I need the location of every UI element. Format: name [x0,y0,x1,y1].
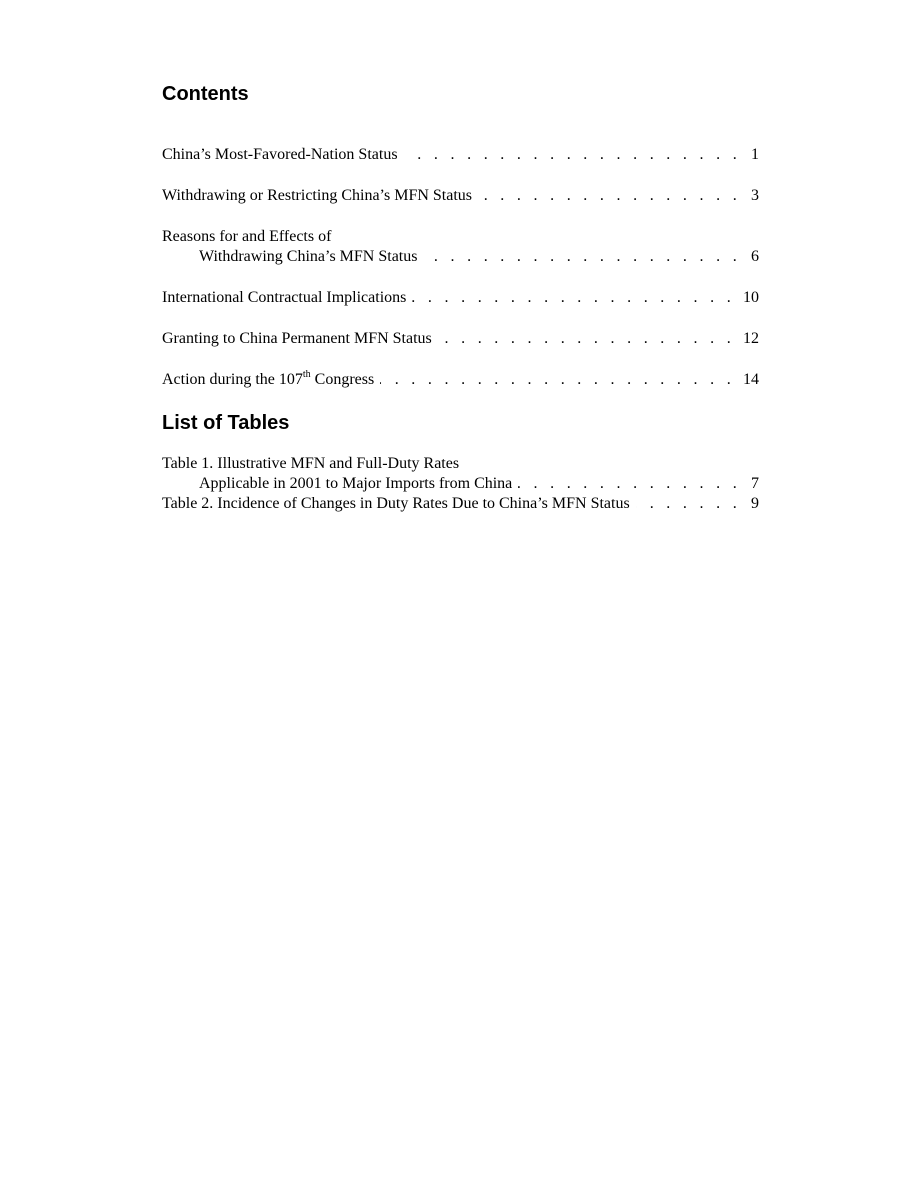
table-entry[interactable] [162,494,759,514]
toc-entry[interactable] [162,329,759,349]
toc-entry-page: 10 [743,289,759,306]
dot-leader [478,186,741,206]
table-entry[interactable] [162,454,759,494]
toc-entry[interactable] [162,145,759,165]
table-entry-title: Table 2. Incidence of Changes in Duty Rates Due to China’s MFN Status [162,495,630,512]
dot-leader [404,145,741,165]
toc-entry[interactable] [162,370,759,390]
contents-list [162,145,759,390]
toc-entry-page: 1 [751,146,759,163]
toc-entry-title: Withdrawing or Restricting China’s MFN Status [162,187,473,204]
table-entry-title-line2: Applicable in 2001 to Major Imports from China [199,475,513,492]
toc-entry-title: Granting to China Permanent MFN Status [162,330,432,347]
table-entry-page: 9 [751,495,759,512]
tables-list [162,454,759,514]
toc-entry-title: Action during the 107th Congress [162,368,375,388]
toc-entry-page: 3 [751,187,759,204]
toc-entry-page: 14 [743,371,759,388]
toc-entry[interactable] [162,288,759,308]
superscript: th [302,368,311,380]
toc-entry[interactable] [162,227,759,267]
toc-entry-page: 6 [751,248,759,265]
toc-entry-title: International Contractual Implications [162,289,407,306]
table-entry-title-line1: Table 1. Illustrative MFN and Full-Duty Rates [162,455,460,472]
contents-heading: Contents [162,83,249,105]
document-page [162,82,759,514]
toc-entry-title: China’s Most-Favored-Nation Status [162,146,398,163]
table-entry-page: 7 [751,475,759,492]
toc-entry[interactable] [162,186,759,206]
dot-leader [380,370,735,390]
dot-leader [518,474,741,494]
dot-leader [423,247,741,267]
dot-leader [438,329,735,349]
toc-entry-title-line1: Reasons for and Effects of [162,228,332,245]
list-of-tables-heading: List of Tables [162,412,290,434]
dot-leader [412,288,735,308]
toc-entry-title-line2: Withdrawing China’s MFN Status [199,248,418,265]
dot-leader [636,494,741,514]
toc-entry-page: 12 [743,330,759,347]
